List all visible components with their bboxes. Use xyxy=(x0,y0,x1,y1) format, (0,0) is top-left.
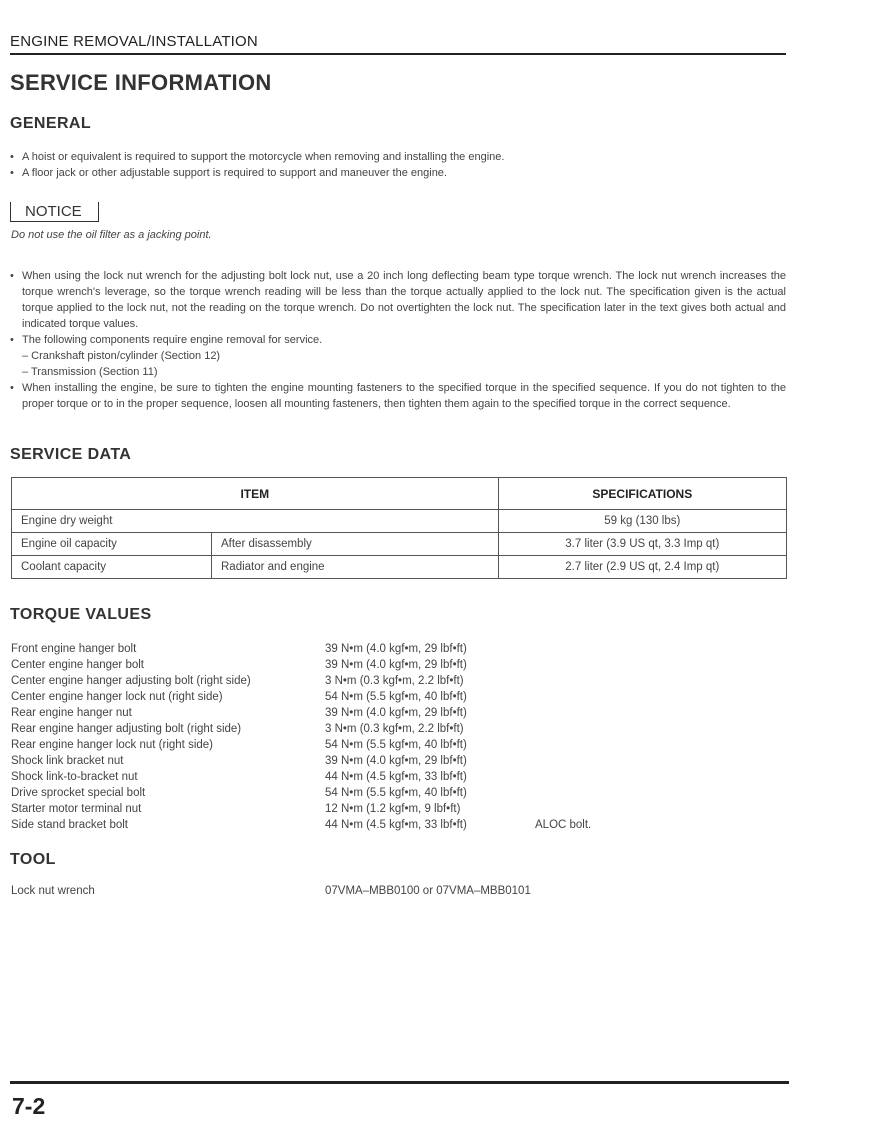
torque-item: Drive sprocket special bolt xyxy=(11,787,146,799)
notes-list xyxy=(10,268,786,412)
torque-value: 39 N•m (4.0 kgf•m, 29 lbf•ft) xyxy=(325,643,467,655)
spec-cell: 2.7 liter (2.9 US qt, 2.4 Imp qt) xyxy=(498,556,786,579)
torque-row xyxy=(11,737,591,753)
torque-list xyxy=(11,641,591,833)
torque-item: Shock link bracket nut xyxy=(11,755,124,767)
table-row xyxy=(12,533,787,556)
torque-item: Shock link-to-bracket nut xyxy=(11,771,138,783)
sub-list-item: – Crankshaft piston/cylinder (Section 12) xyxy=(22,350,221,362)
torque-value: 54 N•m (5.5 kgf•m, 40 lbf•ft) xyxy=(325,787,467,799)
tool-row xyxy=(11,885,531,897)
torque-value: 54 N•m (5.5 kgf•m, 40 lbf•ft) xyxy=(325,691,467,703)
spec-cell: 3.7 liter (3.9 US qt, 3.3 Imp qt) xyxy=(498,533,786,556)
service-data-table xyxy=(11,477,787,579)
torque-row xyxy=(11,705,591,721)
torque-item: Side stand bracket bolt xyxy=(11,819,128,831)
torque-value: 39 N•m (4.0 kgf•m, 29 lbf•ft) xyxy=(325,707,467,719)
spec-cell: 59 kg (130 lbs) xyxy=(498,510,786,533)
torque-row xyxy=(11,689,591,705)
torque-row xyxy=(11,769,591,785)
item-cell: Coolant capacity xyxy=(12,556,212,579)
torque-row xyxy=(11,753,591,769)
list-item-text: A floor jack or other adjustable support is required to support and maneuver the engine. xyxy=(22,167,447,179)
notice-text: Do not use the oil filter as a jacking point. xyxy=(11,229,212,241)
general-list xyxy=(10,149,786,181)
torque-row xyxy=(11,657,591,673)
torque-row xyxy=(11,721,591,737)
table-row xyxy=(12,510,787,533)
sub-item-cell: Radiator and engine xyxy=(212,556,499,579)
general-heading: GENERAL xyxy=(10,115,92,132)
torque-item: Center engine hanger lock nut (right side) xyxy=(11,691,223,703)
tool-heading: TOOL xyxy=(10,851,56,868)
sub-list-item: – Transmission (Section 11) xyxy=(22,366,158,378)
torque-heading: TORQUE VALUES xyxy=(10,606,152,623)
page-title: SERVICE INFORMATION xyxy=(10,70,272,95)
torque-item: Starter motor terminal nut xyxy=(11,803,142,815)
list-item-text: When installing the engine, be sure to tighten the engine mounting fasteners to the specified torque in the specified sequence. If you do not tighten to the proper torque or to in the proper sequence, loosen all mounting fasteners, then tighten them again to the specified torque in the correct sequence. xyxy=(22,382,786,410)
list-item: • When using the lock nut wrench for the adjusting bolt lock nut, use a 20 inch long deflecting beam type torque wrench. The lock nut wrench increases the torque wrench's leverage, so the torque wrench reading will be less than the torque actually applied to the lock nut. The specification given is the actual torque applied to the lock nut, not the reading on the torque wrench. Do not overtighten the lock nut. The specification later in the text gives both actual and indicated torque values. xyxy=(10,270,786,330)
tool-name: Lock nut wrench xyxy=(11,885,95,897)
torque-value: 3 N•m (0.3 kgf•m, 2.2 lbf•ft) xyxy=(325,675,464,687)
torque-row xyxy=(11,801,591,817)
list-item: • A hoist or equivalent is required to support the motorcycle when removing and installing the engine. xyxy=(10,151,505,163)
torque-item: Front engine hanger bolt xyxy=(11,643,137,655)
item-column-header: ITEM xyxy=(12,478,499,510)
list-item: • A floor jack or other adjustable support is required to support and maneuver the engine. xyxy=(10,167,447,179)
table-header-row xyxy=(12,478,787,510)
footer-rule xyxy=(10,1081,789,1084)
item-cell: Engine dry weight xyxy=(12,510,499,533)
page-number: 7-2 xyxy=(12,1093,46,1119)
item-cell: Engine oil capacity xyxy=(12,533,212,556)
torque-value: 39 N•m (4.0 kgf•m, 29 lbf•ft) xyxy=(325,659,467,671)
torque-note: ALOC bolt. xyxy=(535,819,592,831)
torque-row xyxy=(11,641,591,657)
torque-value: 44 N•m (4.5 kgf•m, 33 lbf•ft) xyxy=(325,771,467,783)
torque-row xyxy=(11,673,591,689)
torque-value: 3 N•m (0.3 kgf•m, 2.2 lbf•ft) xyxy=(325,723,464,735)
torque-row xyxy=(11,785,591,801)
list-item-text: The following components require engine removal for service. xyxy=(22,334,323,346)
spec-column-header: SPECIFICATIONS xyxy=(498,478,786,510)
list-item: • The following components require engine removal for service. xyxy=(10,334,323,346)
service-data-heading: SERVICE DATA xyxy=(10,446,132,463)
tool-part-number: 07VMA–MBB0100 or 07VMA–MBB0101 xyxy=(325,885,531,897)
list-item-text: When using the lock nut wrench for the adjusting bolt lock nut, use a 20 inch long deflecting beam type torque wrench. The lock nut wrench increases the torque wrench's leverage, so the torque wrench reading will be less than the torque actually applied to the lock nut. The specification given is the actual torque applied to the lock nut, not the reading on the torque wrench. Do not overtighten the lock nut. The specification later in the text gives both actual and indicated torque values. xyxy=(22,270,786,330)
notice-label: NOTICE xyxy=(10,202,99,222)
page-header: ENGINE REMOVAL/INSTALLATION xyxy=(10,33,786,55)
torque-item: Rear engine hanger lock nut (right side) xyxy=(11,739,214,751)
list-item: • When installing the engine, be sure to tighten the engine mounting fasteners to the specified torque in the specified sequence. If you do not tighten to the proper torque or to in the proper sequence, loosen all mounting fasteners, then tighten them again to the specified torque in the correct sequence. xyxy=(10,382,786,410)
torque-value: 54 N•m (5.5 kgf•m, 40 lbf•ft) xyxy=(325,739,467,751)
torque-item: Center engine hanger bolt xyxy=(11,659,144,671)
torque-item: Rear engine hanger nut xyxy=(11,707,132,719)
torque-value: 44 N•m (4.5 kgf•m, 33 lbf•ft) xyxy=(325,819,467,831)
torque-item: Rear engine hanger adjusting bolt (right side) xyxy=(11,723,242,735)
sub-item-cell: After disassembly xyxy=(212,533,499,556)
torque-row xyxy=(11,817,591,833)
torque-value: 12 N•m (1.2 kgf•m, 9 lbf•ft) xyxy=(325,803,461,815)
table-row xyxy=(12,556,787,579)
list-item-text: A hoist or equivalent is required to support the motorcycle when removing and installing the engine. xyxy=(22,151,505,163)
torque-value: 39 N•m (4.0 kgf•m, 29 lbf•ft) xyxy=(325,755,467,767)
torque-item: Center engine hanger adjusting bolt (right side) xyxy=(11,675,251,687)
